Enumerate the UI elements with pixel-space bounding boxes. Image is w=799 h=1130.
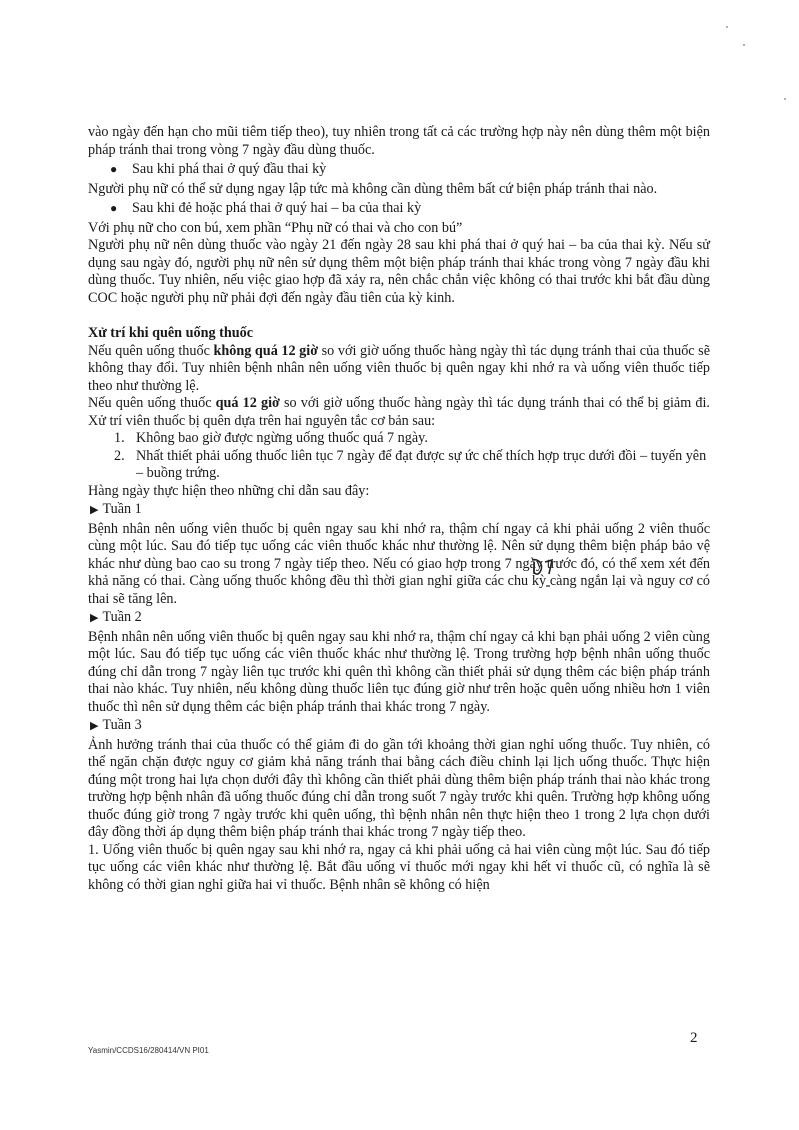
paragraph: Với phụ nữ cho con bú, xem phần “Phụ nữ có thai và cho con bú” [88,219,463,236]
week-label-text: Tuần 3 [102,717,142,733]
text-run: Nếu quên uống thuốc [88,342,214,359]
scan-speck [726,26,728,28]
triangle-marker-icon: ▶ [90,720,99,732]
week-label-text: Tuần 2 [102,609,142,625]
bullet-text: Sau khi phá thai ở quý đầu thai kỳ [132,161,327,177]
section-heading: Xử trí khi quên uống thuốc [88,325,254,341]
text-run: so với giờ uống thuốc hàng ngày thì tác dụng tránh thai của thuốc sẽ không thay đổi. Tuy nhiên bệnh nhân nên uống viên thuốc bị quên ngay khi nhớ ra và uống viên thuốc tiếp theo như thường lệ. [88,342,710,394]
week-label [90,717,710,736]
paragraph: Bệnh nhân nên uống viên thuốc bị quên ngay sau khi nhớ ra, thậm chí ngay cả khi phải uống 2 viên thuốc cùng một lúc. Sau đó tiếp tục uống các viên thuốc khác như thường lệ. Nên sử dụng thêm biện pháp bảo vệ khác như dùng bao cao su trong 7 ngày tiếp theo. Nếu có giao hợp trong 7 ngày trước đó, có thể xem xét đến khả năng có thai. Càng uống thuốc không đều thì thời gian nghỉ giữa các chu kỳ càng ngắn lại và nguy cơ có thai sẽ tăng lên. [88,520,710,607]
triangle-marker-icon: ▶ [90,612,99,624]
paragraph [88,395,710,430]
text-run: Nếu quên uống thuốc [88,395,216,411]
item-number: 2. [114,447,125,464]
paragraph: vào ngày đến hạn cho mũi tiêm tiếp theo), tuy nhiên trong tất cả các trường hợp này nên dùng thêm một biện pháp tránh thai trong vòng 7 ngày đầu dùng thuốc. [88,124,710,158]
bullet-text: Sau khi đẻ hoặc phá thai ở quý hai – ba của thai kỳ [132,200,422,216]
handwritten-mark [528,556,558,592]
emphasis-text: quá 12 giờ [215,395,280,411]
item-text: Nhất thiết phải uống thuốc liên tục 7 ngày để đạt được sự ức chế thích hợp trục dưới đồi – tuyến yên – buồng trứng. [136,447,707,481]
paragraph [88,343,710,396]
text-run: so với giờ uống thuốc hàng ngày thì tác dụng tránh thai có thể bị giảm đi. Xử trí viên thuốc bị quên dựa trên hai nguyên tắc cơ bản sau: [88,395,710,429]
paragraph: Ảnh hưởng tránh thai của thuốc có thể giảm đi do gần tới khoảng thời gian nghỉ uống thuốc. Tuy nhiên, có thể ngăn chặn được nguy cơ giảm khả năng tránh thai bằng cách điều chỉnh lại lịch uống thuốc. Thực hiện đúng một trong hai lựa chọn dưới đây thì không cần thiết phải dùng thêm biện pháp tránh thai nào khác trong trường hợp bệnh nhân đã uống thuốc đúng chỉ dẫn trong suốt 7 ngày trước khi quên. Trường hợp không uống thuốc đúng giờ trong 7 ngày trước khi quên uống, thì bệnh nhân nên thực hiện theo 1 trong 2 lựa chọn dưới đây đồng thời áp dụng thêm biện pháp tránh thai khác trong 7 ngày tiếp theo. [88,736,710,840]
item-text: Không bao giờ được ngừng uống thuốc quá 7 ngày. [136,430,428,446]
triangle-marker-icon: ▶ [90,504,99,516]
week-label [90,501,710,520]
week-label-text: Tuần 1 [102,501,142,517]
paragraph: Người phụ nữ có thể sử dụng ngay lập tức mà không cần dùng thêm bất cứ biện pháp tránh thai nào. [88,180,658,197]
page-number: 2 [690,1030,698,1046]
numbered-item [114,430,710,448]
paragraph: Người phụ nữ nên dùng thuốc vào ngày 21 đến ngày 28 sau khi phá thai ở quý hai – ba của thai kỳ. Nếu sử dụng sau ngày đó, người phụ nữ nên sử dụng thêm một biện pháp tránh thai khác trong vòng 7 ngày đầu khi dùng thuốc. Tuy nhiên, nếu việc giao hợp đã xảy ra, nên chắc chắn việc không có thai trước khi bắt đầu dùng COC hoặc người phụ nữ phải đợi đến ngày đầu tiên của kỳ kinh. [88,237,710,306]
bullet-dot-icon: ● [110,201,118,215]
paragraph: Hàng ngày thực hiện theo những chỉ dẫn sau đây: [88,482,370,499]
scan-speck [784,98,786,100]
bullet-item [110,161,710,179]
document-footer: Yasmin/CCDS16/280414/VN PI01 [88,1046,209,1055]
week-label [90,609,710,628]
bullet-dot-icon: ● [110,162,118,176]
item-number: 1. [114,430,125,446]
paragraph: 1. Uống viên thuốc bị quên ngay sau khi nhớ ra, ngay cả khi phải uống cả hai viên cùng một lúc. Sau đó tiếp tục uống các viên khác như thường lệ. Bắt đầu uống vỉ thuốc mới ngay khi hết vỉ thuốc cũ, có nghĩa là sẽ không có thời gian nghỉ giữa hai vỉ thuốc. Bệnh nhân sẽ không có hiện [88,841,710,893]
paragraph: Bệnh nhân nên uống viên thuốc bị quên ngay sau khi nhớ ra, thậm chí ngay cả khi bạn phải uống 2 viên cùng một lúc. Sau đó tiếp tục uống các viên thuốc khác như thường lệ. Trong trường hợp bệnh nhân uống thuốc đúng chỉ dẫn trong 7 ngày liên tục trước khi quên thì không cần thiết phải sử dụng thêm các biện pháp tránh thai nào khác. Tuy nhiên, nếu không dùng thuốc liên tục đúng giờ như trên hoặc quên uống nhiều hơn 1 viên thuốc thì nên sử dụng thêm các biện pháp tránh thai khác trong 7 ngày. [88,628,710,715]
emphasis-text: không quá 12 giờ [213,342,319,359]
bullet-item [110,200,710,218]
document-body [88,124,710,894]
scan-speck [743,44,745,46]
numbered-item [114,448,710,483]
